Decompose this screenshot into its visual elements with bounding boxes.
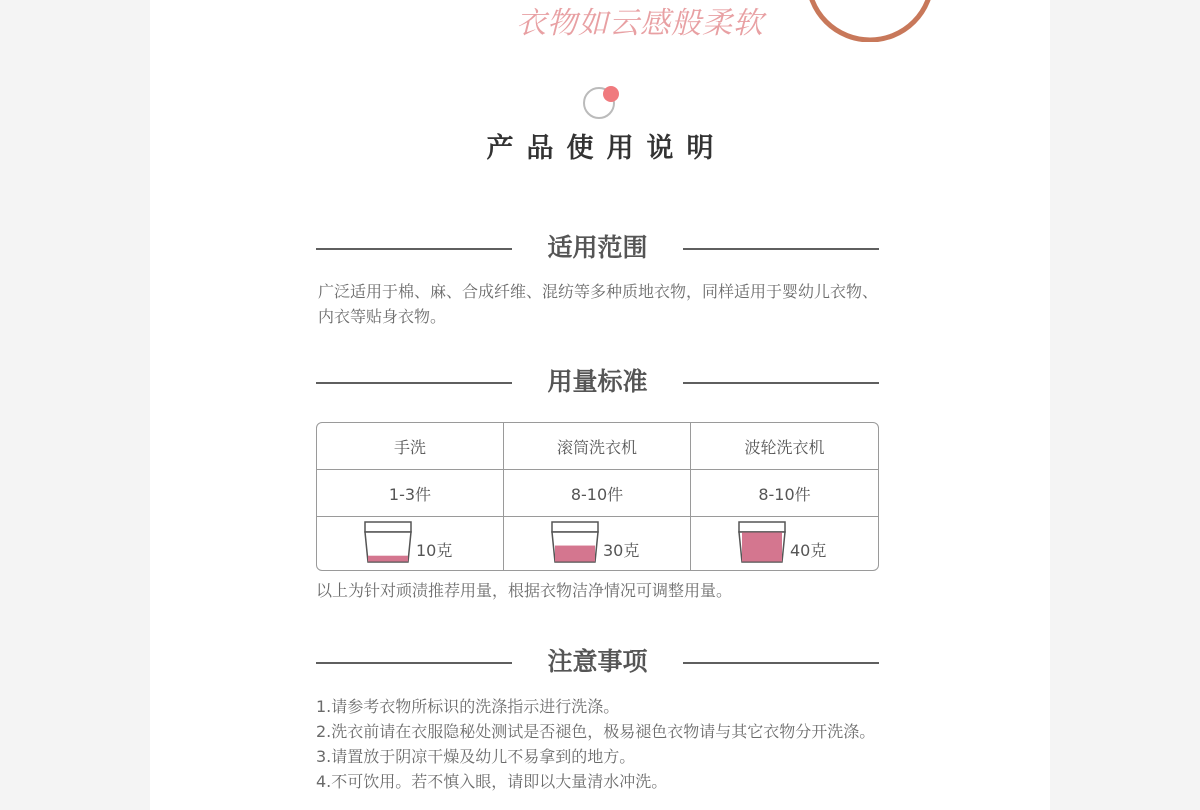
cup-fill-level — [555, 546, 595, 562]
scope-heading-text: 适用范围 — [547, 233, 648, 262]
measuring-cup-icon — [551, 521, 601, 563]
banner-tagline: 衣物如云感般柔软 — [516, 6, 764, 41]
table-header-cell: 波轮洗衣机 — [691, 423, 878, 470]
amount-label: 30克 — [603, 541, 640, 560]
measuring-cup-icon — [364, 521, 414, 563]
heading-divider-right — [683, 248, 879, 250]
measuring-cup-icon — [738, 521, 788, 563]
heading-divider-right — [683, 662, 879, 664]
dosage-heading — [316, 362, 879, 402]
list-item: 1.请参考衣物所标识的洗涤指示进行洗涤。 — [316, 697, 620, 716]
list-item: 3.请置放于阴凉干燥及幼儿不易拿到的地方。 — [316, 747, 636, 766]
amount-label: 40克 — [790, 541, 827, 560]
dosage-table — [316, 422, 879, 571]
dosage-note: 以上为针对顽渍推荐用量，根据衣物洁净情况可调整用量。 — [316, 581, 733, 600]
cup-fill-level — [368, 556, 408, 562]
scope-heading — [316, 228, 879, 268]
title-dot-icon — [582, 84, 622, 124]
table-amount-cell — [504, 517, 691, 570]
dosage-heading-text: 用量标准 — [547, 367, 648, 396]
table-header-cell: 手洗 — [317, 423, 504, 470]
cautions-list — [316, 694, 875, 794]
content-page — [150, 0, 1050, 810]
page-title: 产品使用说明 — [486, 133, 727, 164]
cautions-heading-text: 注意事项 — [547, 647, 648, 676]
heading-divider-right — [683, 382, 879, 384]
table-quantity-cell: 8-10件 — [504, 470, 691, 517]
cup-fill-level — [742, 533, 782, 562]
table-amount-cell — [691, 517, 878, 570]
list-item: 2.洗衣前请在衣服隐秘处测试是否褪色，极易褪色衣物请与其它衣物分开洗涤。 — [316, 722, 876, 741]
list-item: 4.不可饮用。若不慎入眼，请即以大量清水冲洗。 — [316, 772, 668, 791]
decorative-arc-icon — [800, 0, 940, 42]
table-header-cell: 滚筒洗衣机 — [504, 423, 691, 470]
table-quantity-cell: 1-3件 — [317, 470, 504, 517]
cautions-heading — [316, 642, 879, 682]
table-amount-cell — [317, 517, 504, 570]
scope-text: 广泛适用于棉、麻、合成纤维、混纺等多种质地衣物，同样适用于婴幼儿衣物、内衣等贴身衣物。 — [318, 282, 879, 326]
amount-label: 10克 — [416, 541, 453, 560]
table-quantity-cell: 8-10件 — [691, 470, 878, 517]
